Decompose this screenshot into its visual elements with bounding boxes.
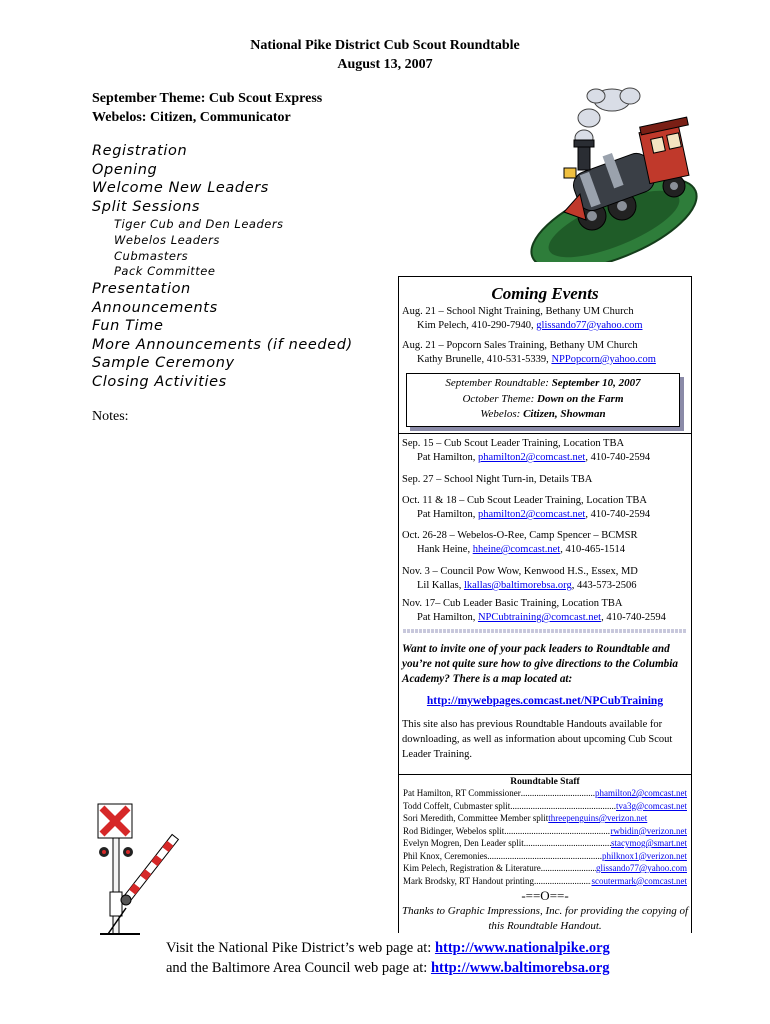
staff-row: Kim Pelech, Registration & Literature ..... glissando77@yahoo.com [399, 862, 691, 875]
council-website-link[interactable]: http://www.baltimorebsa.org [430, 960, 610, 976]
staff-row: Mark Brodsky, RT Handout printing ..... scoutermark@comcast.net [399, 875, 691, 888]
next-roundtable: September Roundtable: September 10, 2007 [445, 377, 641, 389]
agenda-item: Fun Time [92, 318, 164, 334]
document-date: August 13, 2007 [337, 57, 433, 72]
event-contact: Lil Kallas, lkallas@baltimorebsa.org, 443-573-2506 [417, 580, 637, 591]
session-item: Cubmasters [114, 248, 189, 263]
event-item [402, 473, 688, 487]
agenda-item: Announcements [92, 299, 218, 316]
event-email-link[interactable]: glissando77@yahoo.com [536, 320, 643, 331]
event-email-link[interactable]: phamilton2@comcast.net [477, 509, 586, 520]
staff-row: Pat Hamilton, RT Commissioner ..... phamilton2@comcast.net [399, 787, 691, 800]
event-item [402, 305, 688, 333]
staff-row: Sori Meredith, Committee Member split threepenguins@verizon.net [403, 813, 648, 823]
event-email-link[interactable]: hheine@comcast.net [472, 544, 561, 555]
event-contact: Kathy Brunelle, 410-531-5339, NPPopcorn@yahoo.com [417, 354, 656, 365]
event-contact: Pat Hamilton, NPCubtraining@comcast.net, 410-740-2594 [417, 612, 666, 623]
event-item [402, 437, 688, 465]
document-title: National Pike District Cub Scout Roundtable [250, 38, 520, 53]
september-theme: September Theme: Cub Scout Express [92, 91, 323, 106]
staff-email-link[interactable]: phamilton2@comcast.net [594, 788, 687, 798]
event-item [402, 529, 688, 557]
staff-email-link[interactable]: philknox1@verizon.net [601, 850, 687, 861]
coming-events-panel [398, 276, 692, 933]
staff-email-link[interactable]: tva3g@comcast.net [615, 800, 687, 811]
thanks-note: Thanks to Graphic Impressions, Inc. for providing the copying of this Roundtable Handout. [401, 905, 689, 932]
staff-heading: Roundtable Staff [510, 777, 580, 787]
divider [399, 433, 691, 434]
event-contact: Pat Hamilton, phamilton2@comcast.net, 410-740-2594 [417, 452, 651, 463]
footer-line-council: and the Baltimore Area Council web page at: http://www.baltimorebsa.org [166, 960, 610, 976]
staff-email-link[interactable]: threepenguins@verizon.net [548, 813, 648, 823]
agenda-item: Closing Activities [92, 373, 227, 390]
event-title: Sep. 27 – School Night Turn-in, Details TBA [402, 474, 593, 485]
site-description: This site also has previous Roundtable Handouts available for downloading, as well as information about upcoming Cub Scout Leader Training. [402, 719, 673, 760]
staff-row: Evelyn Mogren, Den Leader split ..... stacymog@smart.net [399, 837, 691, 850]
event-title: Aug. 21 – School Night Training, Bethany UM Church [402, 306, 634, 317]
agenda-item: Sample Ceremony [92, 355, 235, 371]
event-item [402, 494, 688, 522]
event-item [402, 597, 688, 625]
notes-label: Notes: [92, 409, 129, 424]
map-invite-text: Want to invite one of your pack leaders to Roundtable and you’re not quite sure how to give directions to the Columbia Academy? There is a map located at: [402, 643, 678, 685]
event-contact: Pat Hamilton, phamilton2@comcast.net, 410-740-2594 [417, 509, 651, 520]
staff-row: Todd Coffelt, Cubmaster split ..... tva3g@comcast.net [399, 800, 691, 813]
agenda-item: Opening [92, 161, 158, 178]
footer-line-district: Visit the National Pike District’s web page at: http://www.nationalpike.org [166, 940, 610, 956]
railroad-crossing-icon [96, 800, 196, 940]
train-icon [524, 84, 710, 262]
agenda-top [92, 142, 269, 216]
agenda-bottom [92, 280, 353, 391]
staff-email-link[interactable]: rwbidin@verizon.net [610, 825, 687, 836]
event-title: Oct. 26-28 – Webelos-O-Ree, Camp Spencer – BCMSR [402, 530, 638, 541]
webelos-theme: Webelos: Citizen, Communicator [92, 110, 291, 125]
event-email-link[interactable]: NPCubtraining@comcast.net [477, 612, 602, 623]
event-email-link[interactable]: phamilton2@comcast.net [477, 452, 586, 463]
district-website-link[interactable]: http://www.nationalpike.org [434, 940, 610, 956]
event-item [402, 565, 688, 593]
event-title: Oct. 11 & 18 – Cub Scout Leader Training, Location TBA [402, 495, 647, 506]
event-email-link[interactable]: NPPopcorn@yahoo.com [551, 354, 656, 365]
agenda-item: More Announcements (if needed) [92, 336, 353, 353]
event-item [402, 339, 688, 367]
event-title: Nov. 17– Cub Leader Basic Training, Location TBA [402, 598, 623, 609]
event-title: Nov. 3 – Council Pow Wow, Kenwood H.S., Essex, MD [402, 566, 638, 577]
session-item: Tiger Cub and Den Leaders [114, 217, 284, 231]
coming-events-heading: Coming Events [491, 284, 599, 303]
split-sessions-list [114, 217, 284, 280]
agenda-item: Split Sessions [92, 198, 201, 215]
agenda-item: Presentation [92, 281, 191, 297]
map-url-link[interactable]: http://mywebpages.comcast.net/NPCubTraining [426, 695, 664, 707]
dotted-divider [403, 629, 687, 633]
october-webelos-theme: Webelos: Citizen, Showman [480, 408, 606, 420]
event-contact: Hank Heine, hheine@comcast.net, 410-465-1514 [417, 544, 625, 555]
roundtable-callout [406, 373, 680, 427]
event-title: Sep. 15 – Cub Scout Leader Training, Location TBA [402, 438, 625, 449]
agenda-item: Welcome New Leaders [92, 180, 269, 196]
staff-row: Phil Knox, Ceremonies ..... philknox1@verizon.net [399, 850, 691, 863]
staff-email-link[interactable]: glissando77@yahoo.com [595, 863, 687, 873]
staff-row: Rod Bidinger, Webelos split ..... rwbidin@verizon.net [399, 825, 691, 838]
map-url[interactable] [399, 695, 691, 707]
roundtable-staff [399, 774, 691, 934]
session-item: Webelos Leaders [114, 232, 220, 247]
session-item: Pack Committee [114, 264, 216, 279]
separator-ornament: -==O==- [521, 888, 569, 903]
october-theme: October Theme: Down on the Farm [462, 392, 624, 405]
agenda-item: Registration [92, 143, 188, 159]
event-email-link[interactable]: lkallas@baltimorebsa.org [463, 580, 572, 591]
event-contact: Kim Pelech, 410-290-7940, glissando77@yahoo.com [417, 320, 643, 331]
event-title: Aug. 21 – Popcorn Sales Training, Bethany UM Church [402, 340, 638, 351]
staff-email-link[interactable]: stacymog@smart.net [610, 838, 687, 848]
staff-email-link[interactable]: scoutermark@comcast.net [591, 875, 687, 886]
